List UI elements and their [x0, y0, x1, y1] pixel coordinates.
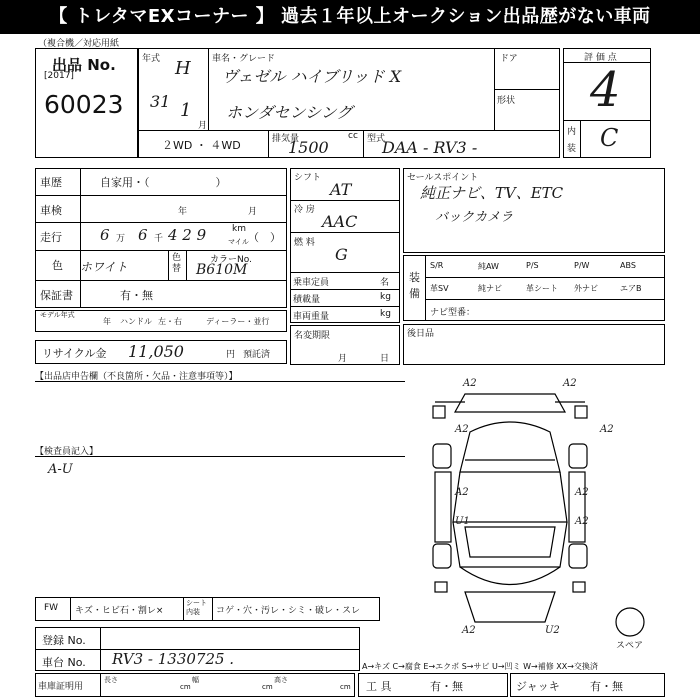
inspection-month: 月 — [248, 207, 258, 217]
handle-label: ハンドル — [120, 317, 152, 326]
notes-header: 【出品店申告欄（不良箇所・欠品・注意事項等）】 — [35, 372, 238, 382]
damage-mark: A2 — [462, 625, 476, 636]
seat-label: シート内装 — [186, 599, 207, 616]
interior-label-2: 装 — [567, 144, 577, 154]
damage-mark: U2 — [545, 625, 560, 636]
equipment-item: 純ナビ — [478, 284, 502, 293]
tools-value: 有・無 — [430, 680, 463, 693]
sales-point-line1: 純正ナビ、TV、ETC — [420, 184, 564, 202]
tools-label: 工 具 — [366, 680, 392, 693]
shift-label: シフト — [294, 173, 322, 183]
color-original-label: 色 替 — [172, 253, 182, 274]
color-code-label: カラーNo. — [210, 255, 252, 265]
inspector-label: 【検査員記入】 — [35, 447, 99, 457]
history-value: 自家用・（ ） — [100, 176, 227, 189]
fw-label: FW — [44, 603, 59, 613]
jack-label: ジャッキ — [516, 680, 560, 693]
damage-mark: U1 — [455, 516, 470, 527]
garage-cert-label: 車庫証明用 — [38, 682, 84, 692]
history-label: 車歴 — [40, 176, 62, 189]
header-banner: 【 トレタマEXコーナー 】 過去１年以上オークション出品歴がない車両 — [0, 0, 700, 34]
lot-label: 出品 No. — [52, 56, 116, 74]
weight-unit: kg — [380, 309, 391, 319]
load-label: 積載量 — [293, 295, 321, 305]
displacement: 1500 — [288, 138, 329, 157]
length-unit: cm — [180, 683, 191, 691]
mileage-rest: 4 2 9 — [168, 226, 207, 244]
door-label: ドア — [500, 54, 518, 64]
recycle-unit: 円 — [226, 350, 236, 360]
mileage-mile: マイル — [228, 238, 249, 246]
handle-value: 左・右 — [158, 317, 182, 326]
equipment-item: エアB — [620, 284, 642, 293]
damage-mark: A2 — [455, 424, 469, 435]
car-grade: ホンダセンシング — [226, 103, 353, 122]
width-label: 幅 — [192, 676, 199, 684]
damage-mark: A2 — [455, 487, 469, 498]
load-unit: kg — [380, 292, 391, 302]
equipment-item: 純AW — [478, 262, 499, 271]
name-change-month: 月 — [338, 354, 348, 364]
score-value: 4 — [590, 62, 621, 118]
equipment-label: 装 備 — [409, 271, 420, 300]
shape-label: 形状 — [497, 96, 516, 106]
interior-label-1: 内 — [567, 127, 577, 137]
mileage-thousand: 6 — [138, 226, 148, 244]
mileage-thousand-unit: 千 — [154, 234, 164, 244]
equipment-item: 革シート — [526, 284, 558, 293]
navi-model-label: ナビ型番： — [430, 308, 476, 318]
fuel-value: G — [335, 245, 348, 264]
damage-mark: A2 — [575, 516, 589, 527]
equipment-item: 革SV — [430, 284, 449, 293]
chassis-label: 車台 No. — [42, 656, 86, 669]
damage-mark: A2 — [563, 378, 577, 389]
capacity-unit: 名 — [380, 278, 390, 288]
mileage-label: 走行 — [40, 231, 62, 244]
lot-number: 60023 — [44, 90, 124, 119]
color-code: B610M — [196, 262, 248, 278]
recycle-value: 11,050 — [128, 342, 184, 361]
length-label: 長さ — [104, 676, 118, 684]
equipment-item: S/R — [430, 261, 444, 270]
warranty-value: 有・無 — [120, 289, 153, 302]
year-month: 1 — [180, 100, 192, 121]
recycle-label: リサイクル金 — [42, 347, 107, 360]
drive-type: ２WD ・ ４WD — [162, 139, 241, 152]
model-year-label: モデル年式 — [40, 311, 75, 319]
mileage-man: 6 — [100, 226, 110, 244]
weight-label: 車両重量 — [293, 312, 330, 322]
model-year-year: 年 — [103, 317, 111, 326]
car-name-label: 車名・グレード — [212, 54, 276, 64]
after-day-box — [403, 324, 665, 365]
shift-value: AT — [330, 180, 352, 199]
equipment-item: P/W — [574, 261, 590, 270]
jack-value: 有・無 — [590, 680, 623, 693]
height-label: 高さ — [274, 676, 288, 684]
equipment-item: P/S — [526, 261, 539, 270]
ac-label: 冷 房 — [294, 205, 315, 215]
year-value: 31 — [150, 92, 171, 111]
model-code: DAA - RV3 - — [382, 138, 478, 157]
name-change-day: 日 — [380, 354, 390, 364]
model-label: 型式 — [367, 134, 386, 144]
warranty-label: 保証書 — [40, 289, 73, 302]
width-unit: cm — [262, 683, 273, 691]
mileage-man-unit: 万 — [116, 234, 126, 244]
header-subtitle: （複合機／対応用紙 — [38, 39, 120, 49]
equipment-item: 外ナビ — [574, 284, 598, 293]
fw-items: キズ・ヒビ石・割レ× — [75, 606, 164, 616]
lot-year-tag: [2017] — [44, 71, 74, 81]
mileage-km: km — [232, 224, 246, 234]
name-change-label: 名変期限 — [294, 331, 331, 341]
cc-unit: cc — [348, 131, 358, 141]
chassis-value: RV3 - 1330725 . — [112, 650, 235, 668]
damage-legend: A→キズ C→腐食 E→エクボ S→サビ U→凹ミ W→補修 XX→交換済 — [362, 662, 598, 671]
capacity-label: 乗車定員 — [293, 278, 330, 288]
displacement-label: 排気量 — [272, 134, 300, 144]
dealer-label: ディーラー・並行 — [206, 317, 270, 326]
year-era: H — [175, 58, 191, 79]
equipment-item: ABS — [620, 261, 636, 270]
color-label: 色 — [52, 259, 63, 272]
inspector-note: A-U — [48, 462, 73, 477]
color-value: ホワイト — [80, 260, 128, 274]
score-label: 評 価 点 — [584, 53, 617, 63]
recycle-note: 預託済 — [243, 350, 271, 360]
mileage-paren: （ ） — [248, 231, 281, 244]
spare-label: スペア — [616, 641, 644, 651]
year-month-unit: 月 — [198, 121, 208, 131]
damage-mark: A2 — [575, 487, 589, 498]
fuel-label: 燃 料 — [294, 238, 315, 248]
sales-point-line2: バックカメラ — [435, 210, 514, 225]
seat-items: コゲ・穴・汚レ・シミ・破レ・スレ — [216, 606, 361, 616]
interior-value: C — [600, 124, 619, 152]
sales-point-label: セールスポイント — [407, 173, 479, 183]
height-unit: cm — [340, 683, 351, 691]
year-label: 年式 — [142, 54, 161, 64]
after-day-label: 後日品 — [407, 329, 435, 339]
damage-mark: A2 — [463, 378, 477, 389]
inspection-label: 車検 — [40, 204, 62, 217]
car-damage-diagram — [405, 372, 665, 652]
inspection-year: 年 — [178, 207, 188, 217]
ac-value: AAC — [322, 212, 358, 231]
registration-label: 登録 No. — [42, 634, 86, 647]
car-name: ヴェゼル ハイブリッド X — [222, 67, 402, 86]
damage-mark: A2 — [600, 424, 614, 435]
